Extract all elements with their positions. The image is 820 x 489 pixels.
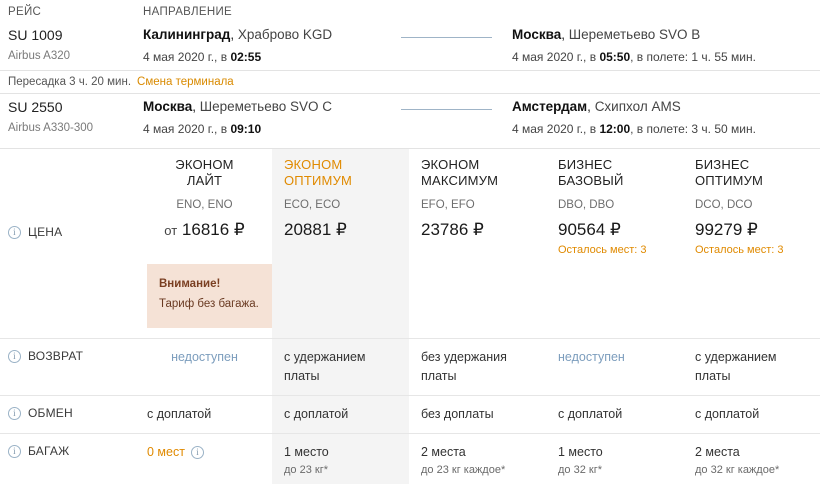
- exchange-row: [0, 395, 820, 433]
- segment-1-connector: [401, 37, 492, 38]
- price-cell-0[interactable]: [135, 215, 272, 258]
- fare-4-name-line1: БИЗНЕС: [695, 157, 750, 172]
- segment-2-arrival-time: 12:00: [599, 122, 631, 136]
- segment-1-departure-date: 4 мая 2020 г., в: [143, 50, 228, 64]
- fare-1-name-line2: ОПТИМУМ: [284, 173, 353, 188]
- baggage-cell-1: [272, 434, 409, 484]
- refund-1-line1: с удержанием: [284, 350, 366, 364]
- flight-segment-1: [0, 22, 820, 70]
- segment-2-departure-city: Москва: [143, 99, 193, 114]
- fare-1-codes: ECO, ECO: [284, 199, 341, 211]
- fare-column-0[interactable]: [135, 149, 272, 215]
- fare-2-name-line1: ЭКОНОМ: [421, 157, 480, 172]
- refund-2-line1: без удержания: [421, 350, 507, 364]
- refund-2-line2: платы: [421, 369, 457, 383]
- fare-2-codes: EFO, EFO: [421, 199, 475, 211]
- warning-row-label: [0, 258, 135, 338]
- segment-1-departure-airport: Храброво KGD: [237, 27, 333, 42]
- info-icon[interactable]: i: [8, 226, 21, 239]
- refund-4-line1: с удержанием: [695, 350, 777, 364]
- refund-cell-1: [272, 339, 409, 395]
- segment-1-flight-info: [8, 26, 143, 64]
- price-row: [0, 215, 820, 258]
- segment-2-flight-number: SU 2550: [8, 99, 63, 115]
- segment-1-arrival-airport: Шереметьево SVO B: [568, 27, 701, 42]
- info-icon[interactable]: i: [191, 446, 204, 459]
- fare-2-name-line2: МАКСИМУМ: [421, 173, 499, 188]
- info-icon[interactable]: i: [8, 445, 21, 458]
- fare-4-name-line2: ОПТИМУМ: [695, 173, 764, 188]
- fare-column-4[interactable]: [683, 149, 820, 215]
- warning-cell-3: [546, 258, 683, 338]
- exchange-cell-3: [546, 396, 683, 433]
- segment-2-departure-date: 4 мая 2020 г., в: [143, 122, 228, 136]
- segment-2-departure-time: 09:10: [230, 122, 262, 136]
- fare-column-1[interactable]: [272, 149, 409, 215]
- refund-cell-4: [683, 339, 820, 395]
- refund-1-line2: платы: [284, 369, 320, 383]
- baggage-cell-0: [135, 434, 272, 484]
- info-icon[interactable]: i: [8, 407, 21, 420]
- segment-2-arrival-city: Амстердам: [512, 99, 588, 114]
- exchange-cell-2: [409, 396, 546, 433]
- baggage-row: [0, 433, 820, 484]
- baggage-4-main: 2 места: [695, 445, 740, 459]
- price-cell-3[interactable]: [546, 215, 683, 258]
- price-4-value: 99279 ₽: [695, 220, 758, 239]
- fare-1-name-line1: ЭКОНОМ: [284, 157, 343, 172]
- segment-1-flight-number: SU 1009: [8, 27, 63, 43]
- exchange-cell-0: [135, 396, 272, 433]
- exchange-2-text: без доплаты: [421, 407, 494, 421]
- refund-0-line1: недоступен: [171, 350, 238, 364]
- warning-cell-4: [683, 258, 820, 338]
- refund-3-line1: недоступен: [558, 350, 625, 364]
- exchange-3-text: с доплатой: [558, 407, 623, 421]
- segment-2-aircraft: Airbus A330-300: [8, 122, 94, 134]
- warning-cell-2: [409, 258, 546, 338]
- price-1-value: 20881 ₽: [284, 220, 347, 239]
- refund-row: [0, 338, 820, 395]
- price-3-value: 90564 ₽: [558, 220, 621, 239]
- price-cell-2[interactable]: [409, 215, 546, 258]
- warning-cell-0: [135, 258, 272, 338]
- price-2-value: 23786 ₽: [421, 220, 484, 239]
- fare-column-3[interactable]: [546, 149, 683, 215]
- baggage-cell-3: [546, 434, 683, 484]
- baggage-1-main: 1 место: [284, 445, 329, 459]
- segment-1-departure-time: 02:55: [230, 50, 262, 64]
- baggage-1-sub: до 23 кг*: [284, 464, 328, 476]
- price-cell-1[interactable]: [272, 215, 409, 258]
- exchange-cell-1: [272, 396, 409, 433]
- baggage-2-main: 2 места: [421, 445, 466, 459]
- fare-header-row: [0, 149, 820, 215]
- warning-row: [0, 258, 820, 338]
- refund-cell-0: [135, 339, 272, 395]
- refund-row-label: [0, 339, 135, 395]
- refund-label-text: ВОЗВРАТ: [28, 349, 84, 363]
- segment-1-departure-city: Калининград: [143, 27, 231, 42]
- fare-0-name-line2: ЛАЙТ: [186, 173, 223, 188]
- baggage-2-sub: до 23 кг каждое*: [421, 464, 506, 476]
- transfer-info: [0, 70, 820, 94]
- fare-matrix: [0, 148, 820, 484]
- segment-2-arrival: Амстердам, Схипхол AMS 4 мая 2020 г., в 12:00, в полете: 3 ч. 50 мин.: [512, 99, 756, 136]
- exchange-row-label: [0, 396, 135, 433]
- baggage-cell-4: [683, 434, 820, 484]
- warning-title: Внимание!: [159, 278, 221, 290]
- baggage-cell-2: [409, 434, 546, 484]
- exchange-4-text: с доплатой: [695, 407, 760, 421]
- exchange-label-text: ОБМЕН: [28, 406, 73, 420]
- terminal-change-note: Смена терминала: [137, 76, 234, 88]
- refund-cell-2: [409, 339, 546, 395]
- table-header: [0, 0, 820, 22]
- segment-1-arrival-time: 05:50: [599, 50, 631, 64]
- segment-2-departure: Москва, Шереметьево SVO C 4 мая 2020 г., в 09:10: [143, 99, 332, 136]
- warning-text: Тариф без багажа.: [159, 298, 259, 310]
- baggage-row-label: [0, 434, 135, 484]
- baggage-3-main: 1 место: [558, 445, 603, 459]
- header-direction: НАПРАВЛЕНИЕ: [143, 6, 232, 18]
- baggage-0-main: 0 мест: [147, 445, 185, 459]
- segment-1-departure: Калининград, Храброво KGD 4 мая 2020 г., в 02:55: [143, 27, 333, 64]
- fare-header-spacer: [0, 149, 135, 215]
- warning-cell-1: [272, 258, 409, 338]
- segment-2-duration: , в полете: 3 ч. 50 мин.: [630, 122, 756, 136]
- segment-2-arrival-airport: Схипхол AMS: [594, 99, 681, 114]
- fare-3-name-line1: БИЗНЕС: [558, 157, 613, 172]
- segment-1-duration: , в полете: 1 ч. 55 мин.: [630, 50, 756, 64]
- price-row-label: [0, 215, 135, 258]
- price-cell-4[interactable]: [683, 215, 820, 258]
- exchange-0-text: с доплатой: [147, 407, 212, 421]
- segment-2-arrival-date: 4 мая 2020 г., в: [512, 122, 597, 136]
- segment-1-arrival-date: 4 мая 2020 г., в: [512, 50, 597, 64]
- price-label-text: ЦЕНА: [28, 225, 63, 239]
- fare-0-name-line1: ЭКОНОМ: [175, 157, 234, 172]
- exchange-cell-4: [683, 396, 820, 433]
- fare-column-2[interactable]: [409, 149, 546, 215]
- header-flight: РЕЙС: [8, 6, 42, 18]
- fare-0-codes: ENO, ENO: [176, 199, 233, 211]
- baggage-3-sub: до 32 кг*: [558, 464, 602, 476]
- flight-segment-2: [0, 94, 820, 142]
- transfer-duration: Пересадка 3 ч. 20 мин.: [8, 76, 132, 88]
- segment-2-connector: [401, 109, 492, 110]
- baggage-label-text: БАГАЖ: [28, 444, 70, 458]
- baggage-4-sub: до 32 кг каждое*: [695, 464, 780, 476]
- fare-3-name-line2: БАЗОВЫЙ: [558, 173, 624, 188]
- fare-4-codes: DCO, DCO: [695, 199, 753, 211]
- price-0-prefix: от: [164, 223, 178, 238]
- fare-3-codes: DBO, DBO: [558, 199, 615, 211]
- price-0-value: 16816 ₽: [181, 220, 245, 239]
- exchange-1-text: с доплатой: [284, 407, 349, 421]
- segment-2-flight-info: [8, 98, 143, 136]
- segment-1-arrival-city: Москва: [512, 27, 562, 42]
- info-icon[interactable]: i: [8, 350, 21, 363]
- segment-1-arrival: Москва, Шереметьево SVO B 4 мая 2020 г., в 05:50, в полете: 1 ч. 55 мин.: [512, 27, 756, 64]
- refund-4-line2: платы: [695, 369, 731, 383]
- segment-2-departure-airport: Шереметьево SVO C: [199, 99, 332, 114]
- price-3-seats-left: Осталось мест: 3: [558, 244, 647, 256]
- segment-1-aircraft: Airbus A320: [8, 50, 71, 62]
- refund-cell-3: [546, 339, 683, 395]
- price-4-seats-left: Осталось мест: 3: [695, 244, 784, 256]
